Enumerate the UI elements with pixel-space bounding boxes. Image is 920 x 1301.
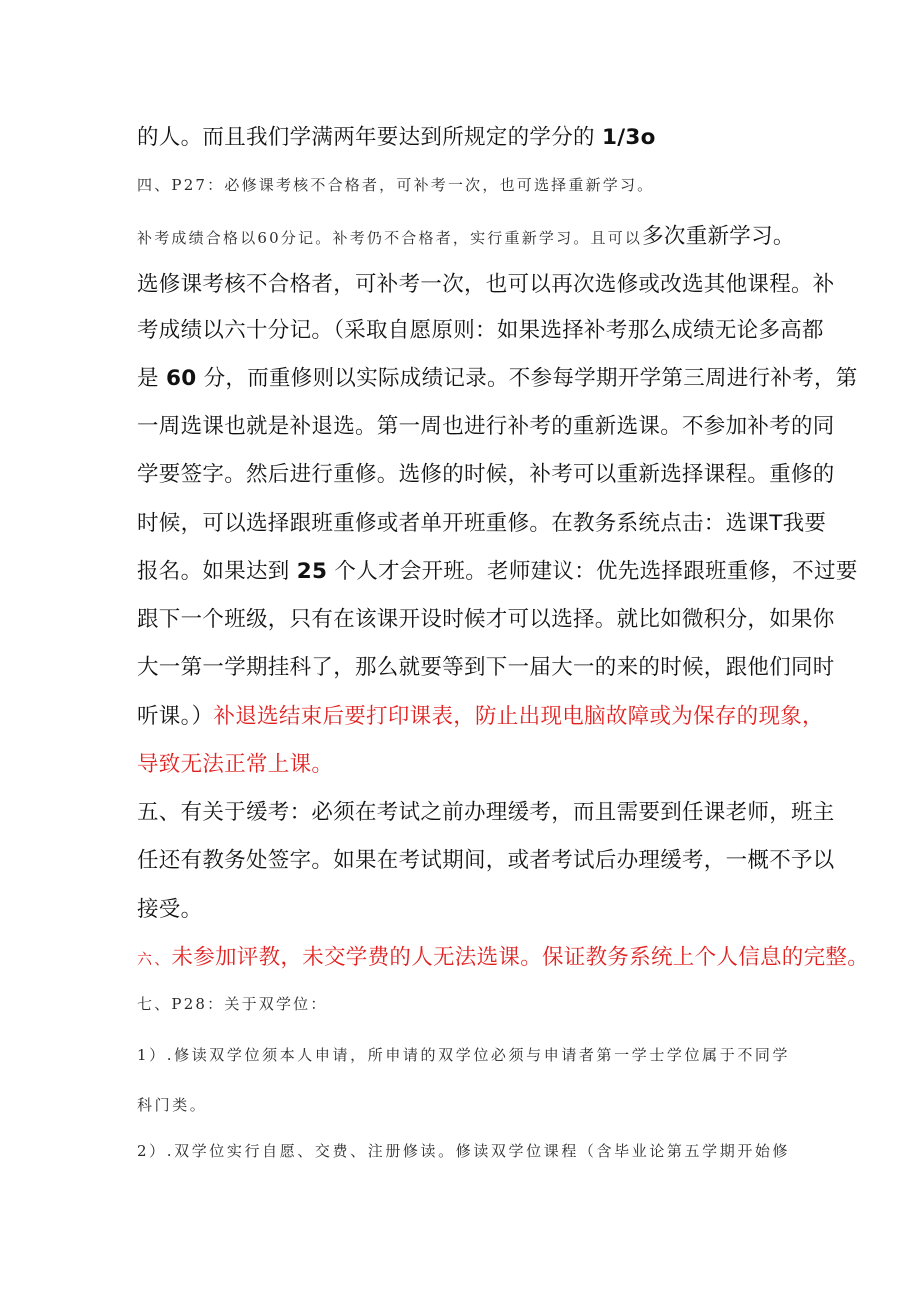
- section-number: 六、: [137, 950, 172, 968]
- line-text-small: 补考成绩合格以60分记。补考仍不合格者，实行重新学习。且可以: [137, 229, 643, 247]
- para-line-8: 学要签字。然后进行重修。选修的时候，补考可以重新选择课程。重修的: [137, 462, 835, 487]
- fraction-text: 1/3o: [601, 125, 656, 150]
- number-text: 60: [165, 366, 197, 391]
- section-7-heading: 七、P28：关于双学位：: [137, 995, 328, 1013]
- section-4-heading: 四、P27：必修课考核不合格者，可补考一次，也可选择重新学习。: [137, 176, 655, 194]
- line-text: 报名。如果达到: [137, 559, 297, 584]
- para-line-11: 跟下一个班级，只有在该课开设时候才可以选择。就比如微积分，如果你: [137, 607, 835, 632]
- para-line-6: [137, 361, 858, 392]
- para-line-13: [137, 699, 824, 730]
- para-line-7: 一周选课也就是补退选。第一周也进行补考的重新选课。不参加补考的同: [137, 414, 835, 439]
- para-line-1: [137, 120, 656, 151]
- item-2-line-1: 2）.双学位实行自愿、交费、注册修读。修读双学位课程（含毕业论第五学期开始修: [137, 1142, 791, 1160]
- section-5-line-3: 接受。: [137, 897, 203, 922]
- para-line-4: 选修课考核不合格者，可补考一次，也可以再次选修或改选其他课程。补: [137, 272, 835, 297]
- section-5-line-2: 任还有教务处签字。如果在考试期间，或者考试后办理缓考，一概不予以: [137, 848, 835, 873]
- number-text: 25: [296, 559, 328, 584]
- line-text-large: 多次重新学习。: [642, 224, 795, 249]
- line-text: 个人才会开班。老师建议：优先选择跟班重修，不过要: [327, 559, 858, 584]
- item-1-line-1: 1）.修读双学位须本人申请，所申请的双学位必须与申请者第一学士学位属于不同学: [137, 1046, 791, 1064]
- item-1-line-2: 科门类。: [137, 1096, 208, 1114]
- para-line-14: 导致无法正常上课。: [137, 752, 334, 777]
- line-text: 听课。）: [137, 704, 214, 729]
- highlight-text: 未参加评教，未交学费的人无法选课。保证教务系统上个人信息的完整。: [171, 945, 870, 970]
- line-text: 的人。而且我们学满两年要达到所规定的学分的: [137, 125, 602, 150]
- line-text: 是: [137, 366, 166, 391]
- para-line-9: 时候，可以选择跟班重修或者单开班重修。在教务系统点击：选课T我要: [137, 511, 827, 536]
- para-line-12: 大一第一学期挂科了，那么就要等到下一届大一的来的时候，跟他们同时: [137, 655, 835, 680]
- para-line-5: 考成绩以六十分记。（采取自愿原则：如果选择补考那么成绩无论多高都: [137, 318, 824, 343]
- section-6-heading: [137, 940, 869, 971]
- highlight-text: 补退选结束后要打印课表，防止出现电脑故障或为保存的现象，: [213, 704, 824, 729]
- line-text: 分，而重修则以实际成绩记录。不参每学期开学第三周进行补考，第: [196, 366, 858, 391]
- para-line-3: [137, 219, 795, 250]
- para-line-10: [137, 554, 858, 585]
- section-5-line-1: 五、有关于缓考：必须在考试之前办理缓考，而且需要到任课老师，班主: [137, 800, 835, 825]
